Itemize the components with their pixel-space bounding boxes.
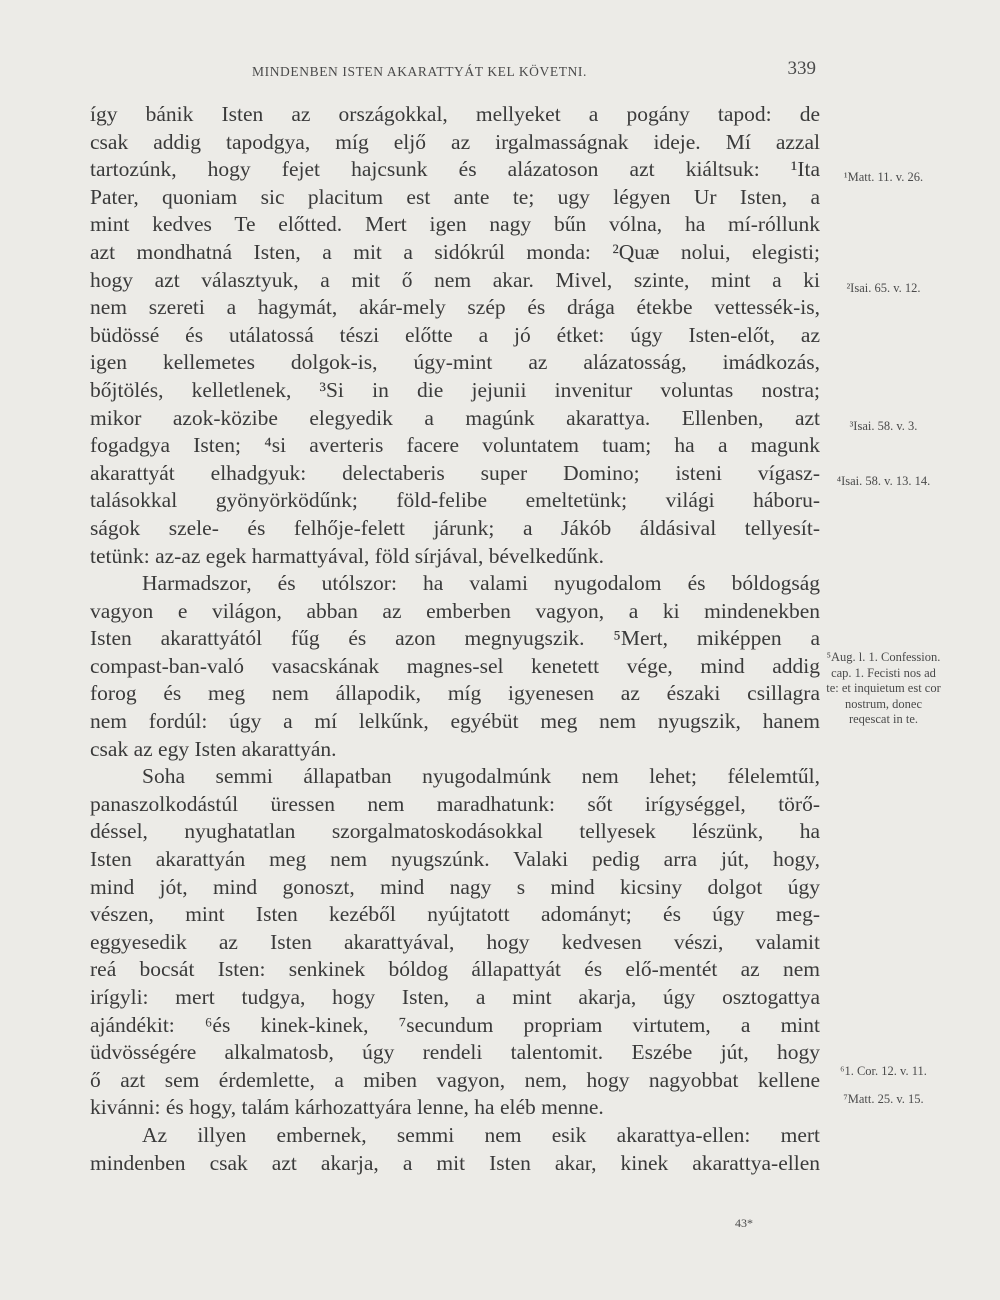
text-line: déssel, nyughatatlan szorgalmatoskodásokkal tellyesek lészünk, ha	[90, 819, 820, 844]
page-number: 339	[787, 58, 816, 79]
text-line: nem fordúl: úgy a mí lelkűnk, egyébüt meg nem nyugszik, hanem	[90, 709, 820, 734]
text-line: compast-ban-való vasacskának magnes-sel kenetett vége, mind addig	[90, 653, 820, 678]
signature-mark: 43*	[735, 1216, 753, 1230]
text-line: vészen, mint Isten kezéből nyújtatott adományt; és úgy meg-	[90, 902, 820, 927]
text-line: kivánni: és hogy, talám kárhozattyára lenne, ha eléb menne.	[90, 1095, 604, 1120]
text-line: hogy azt választyuk, a mit ő nem akar. Mivel, szinte, mint a ki	[90, 267, 820, 292]
text-line: Az illyen embernek, semmi nem esik akarattya-ellen: mert	[142, 1122, 820, 1147]
page-header	[90, 58, 820, 82]
text-line: panaszolkodástúl üressen nem maradhatunk: sőt irígységgel, törő-	[90, 791, 820, 816]
text-line: fogadgya Isten; ⁴si averteris facere voluntatem tuam; ha a magunk	[90, 433, 820, 458]
text-line: Harmadszor, és utólszor: ha valami nyugodalom és bóldogság	[142, 571, 820, 596]
text-line: forog és meg nem állapodik, míg igyenesen az északi csillagra	[90, 681, 820, 706]
text-line: igen kellemetes dolgok-is, úgy-mint az alázatosság, imádkozás,	[90, 350, 820, 375]
text-line: csak addig tapodgya, míg eljő az irgalmasságnak ideje. Mí azzal	[90, 129, 820, 154]
margin-note: ⁷Matt. 25. v. 15.	[843, 1092, 924, 1106]
text-line: így bánik Isten az országokkal, mellyeket a pogány tapod: de	[90, 102, 820, 126]
text-line: irígyli: mert tudgya, hogy Isten, a mint akarja, úgy osztogattya	[90, 985, 820, 1009]
text-line: mind jót, mind gonoszt, mind nagy s mind kicsiny dolgot úgy	[90, 874, 820, 899]
text-line: reá bocsát Isten: senkinek bóldog állapattyát és elő-mentét az nem	[90, 957, 820, 982]
text-line: talásokkal gyönyörködűnk; föld-felibe emeltetünk; világi háboru-	[90, 488, 820, 513]
text-line: nem szereti a hagymát, akár-mely szép és drága étekbe vettessék-is,	[90, 295, 820, 320]
body-text	[90, 101, 820, 1177]
text-line: Pater, quoniam sic placitum est ante te; ugy légyen Ur Isten, a	[90, 184, 820, 209]
text-line: Soha semmi állapatban nyugodalmúnk nem lehet; félelemtűl,	[142, 764, 820, 789]
margin-note: ³Isai. 58. v. 3.	[849, 419, 918, 433]
text-line: vagyon e világon, abban az emberben vagyon, a ki mindenekben	[90, 598, 820, 623]
text-line: azt mondhatná Isten, a mit a sidókrúl monda: ²Quæ nolui, elegisti;	[90, 239, 820, 264]
text-line: Isten akarattyán meg nem nyugszúnk. Valaki pedig arra jút, hogy,	[90, 847, 820, 872]
text-line: ságok szele- és felhője-felett járunk; a Jákób áldásival tellyesít-	[90, 515, 820, 540]
text-line: csak az egy Isten akarattyán.	[90, 736, 337, 761]
running-head: MINDENBEN ISTEN AKARATTYÁT KEL KÖVETNI.	[252, 64, 587, 79]
text-line: üdvösségére alkalmatosb, úgy rendeli talentomit. Eszébe jút, hogy	[90, 1040, 820, 1065]
margin-note: ¹Matt. 11. v. 26.	[843, 170, 924, 184]
text-line: mikor azok-közibe elegyedik a magúnk akarattya. Ellenben, azt	[90, 405, 820, 430]
text-line: büdössé és utálatossá tészi előtte a jó étket: úgy Isten-előt, az	[90, 322, 820, 347]
margin-note: ⁴Isai. 58. v. 13. 14.	[836, 474, 931, 488]
text-line: tartozúnk, hogy fejet hajcsunk és alázatoson azt kiáltsuk: ¹Ita	[90, 157, 820, 182]
text-line: akarattyát elhadgyuk: delectaberis super Domino; isteni vígasz-	[90, 460, 820, 485]
text-line: mindenben csak azt akarja, a mit Isten akar, kinek akarattya-ellen	[90, 1150, 820, 1175]
text-line: ő azt sem érdemlette, a miben vagyon, nem, hogy nagyobbat kellene	[90, 1067, 820, 1092]
text-line: ajándékit: ⁶és kinek-kinek, ⁷secundum propriam virtutem, a mint	[90, 1012, 820, 1037]
text-line: eggyesedik az Isten akarattyával, hogy kedvesen vészi, valamit	[90, 929, 820, 954]
margin-note: ²Isai. 65. v. 12.	[846, 281, 921, 295]
margin-note: ⁶1. Cor. 12. v. 11.	[840, 1064, 927, 1078]
text-line: Isten akarattyától fűg és azon megnyugszik. ⁵Mert, miképpen a	[90, 626, 820, 651]
margin-note: ⁵Aug. l. 1. Confession. cap. 1. Fecisti nos ad te: et inquietum est cor nostrum, donec reqescat in te.	[826, 650, 941, 726]
text-line: bőjtölés, kelletlenek, ³Si in die jejunii invenitur voluntas nostra;	[90, 377, 820, 402]
text-line: tetünk: az-az egek harmattyával, föld sírjával, bévelkedűnk.	[90, 543, 604, 568]
text-line: mint kedves Te előtted. Mert igen nagy bűn vólna, ha mí-róllunk	[90, 212, 820, 237]
